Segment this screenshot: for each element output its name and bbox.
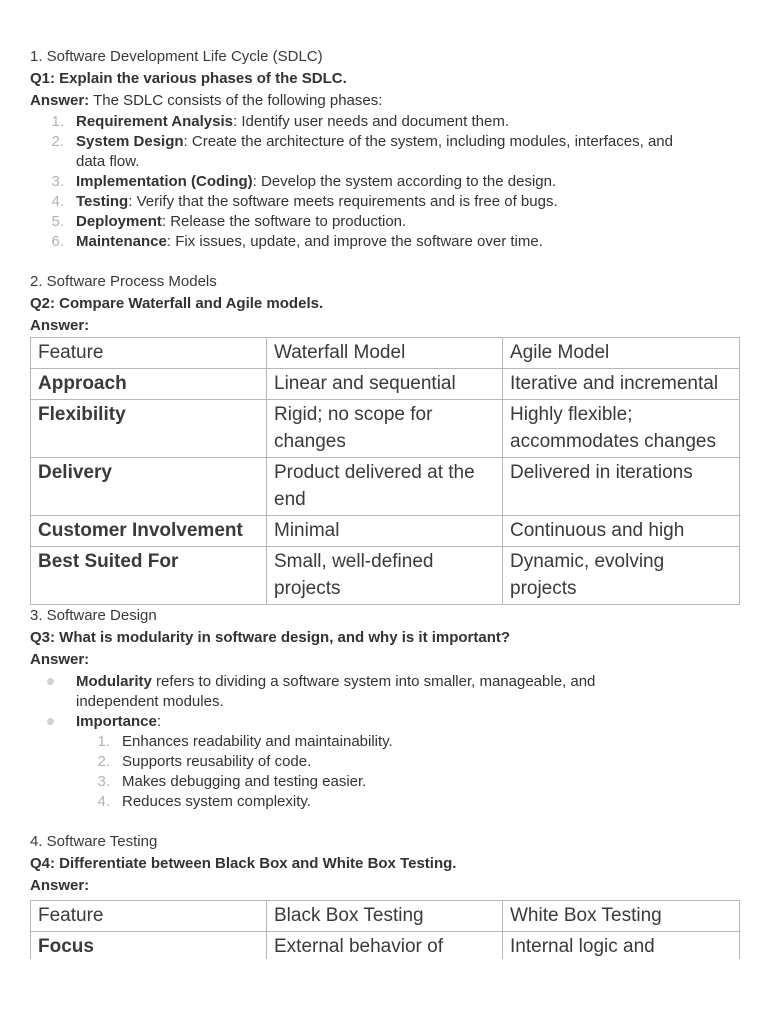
list-item <box>30 232 740 252</box>
phase-term: Maintenance <box>76 233 167 250</box>
list-number: 1. <box>97 733 110 750</box>
question-1: Q1: Explain the various phases of the SDLC. <box>30 70 347 87</box>
list-item <box>30 212 740 232</box>
question-3: Q3: What is modularity in software design, and why is it important? <box>30 629 511 646</box>
point-text: Makes debugging and testing easier. <box>122 773 367 790</box>
phase-desc-cont: data flow. <box>76 153 140 170</box>
phase-term: Testing <box>76 193 129 210</box>
table-row <box>31 369 740 400</box>
list-item <box>30 172 740 192</box>
phase-desc: : Identify user needs and document them. <box>233 113 509 130</box>
table-cell: Customer Involvement <box>31 516 267 547</box>
table-cell: Flexibility <box>31 400 267 458</box>
list-item <box>30 772 740 792</box>
bullet-term: Modularity <box>76 673 152 690</box>
testing-table-clip <box>30 900 740 959</box>
spacer <box>30 812 740 831</box>
table-cell: Focus <box>31 932 267 960</box>
table-row <box>31 547 740 605</box>
table-cell: External behavior of <box>267 932 503 960</box>
answer-1-line <box>30 90 740 112</box>
list-number: 2. <box>97 753 110 770</box>
list-item <box>30 112 740 132</box>
bullet-desc: refers to dividing a software system into smaller, manageable, and <box>151 673 596 690</box>
bullet-desc: : <box>156 713 162 730</box>
list-number: 2. <box>51 133 64 150</box>
table-cell: Linear and sequential <box>267 369 503 400</box>
section-1-heading: 1. Software Development Life Cycle (SDLC) <box>30 48 323 65</box>
table-cell: Product delivered at the end <box>267 458 503 516</box>
bullet-desc-cont: independent modules. <box>76 693 224 710</box>
table-cell: Delivered in iterations <box>503 458 740 516</box>
list-item <box>30 752 740 772</box>
bullet-icon <box>47 678 54 685</box>
sdlc-phase-list <box>30 112 740 252</box>
table-header-row <box>31 901 740 932</box>
table-header-cell: Feature <box>31 901 267 932</box>
table-header-cell: Agile Model <box>503 338 740 369</box>
table-cell: Approach <box>31 369 267 400</box>
section-2-heading: 2. Software Process Models <box>30 273 217 290</box>
section-3-heading: 3. Software Design <box>30 607 157 624</box>
table-row <box>31 400 740 458</box>
testing-comparison-table <box>30 900 740 959</box>
list-item <box>30 732 740 752</box>
modularity-bullet-list <box>30 672 740 812</box>
list-item <box>30 712 740 812</box>
section-4-heading: 4. Software Testing <box>30 833 158 850</box>
question-4: Q4: Differentiate between Black Box and White Box Testing. <box>30 855 457 872</box>
table-row <box>31 932 740 960</box>
list-number: 6. <box>51 233 64 250</box>
table-cell: Internal logic and <box>503 932 740 960</box>
phase-desc: : Fix issues, update, and improve the software over time. <box>166 233 543 250</box>
table-cell: Iterative and incremental <box>503 369 740 400</box>
phase-desc: : Release the software to production. <box>161 213 407 230</box>
table-cell: Minimal <box>267 516 503 547</box>
table-cell: Highly flexible; accommodates changes <box>503 400 740 458</box>
spacer <box>30 252 740 271</box>
table-cell: Delivery <box>31 458 267 516</box>
list-number: 3. <box>51 173 64 190</box>
point-text: Reduces system complexity. <box>122 793 311 810</box>
phase-desc: : Create the architecture of the system, including modules, interfaces, and <box>183 133 673 150</box>
phase-desc: : Develop the system according to the design. <box>252 173 557 190</box>
table-row <box>31 458 740 516</box>
point-text: Supports reusability of code. <box>122 753 312 770</box>
list-item <box>30 792 740 812</box>
table-header-cell: Feature <box>31 338 267 369</box>
phase-term: System Design <box>76 133 184 150</box>
table-cell: Continuous and high <box>503 516 740 547</box>
table-cell: Dynamic, evolving projects <box>503 547 740 605</box>
list-number: 3. <box>97 773 110 790</box>
answer-label: Answer: <box>30 92 90 109</box>
point-text: Enhances readability and maintainability. <box>122 733 393 750</box>
list-item <box>30 132 740 172</box>
table-header-cell: White Box Testing <box>503 901 740 932</box>
answer-label: Answer: <box>30 877 90 894</box>
question-2: Q2: Compare Waterfall and Agile models. <box>30 295 324 312</box>
table-row <box>31 516 740 547</box>
document-page <box>30 46 740 959</box>
list-item <box>30 192 740 212</box>
table-cell: Rigid; no scope for changes <box>267 400 503 458</box>
table-header-cell: Waterfall Model <box>267 338 503 369</box>
phase-term: Requirement Analysis <box>76 113 233 130</box>
importance-list <box>30 732 740 812</box>
answer-label: Answer: <box>30 651 90 668</box>
list-number: 1. <box>51 113 64 130</box>
phase-desc: : Verify that the software meets requirements and is free of bugs. <box>128 193 558 210</box>
list-number: 4. <box>51 193 64 210</box>
list-number: 4. <box>97 793 110 810</box>
table-header-cell: Black Box Testing <box>267 901 503 932</box>
bullet-icon <box>47 718 54 725</box>
list-number: 5. <box>51 213 64 230</box>
table-cell: Small, well-defined projects <box>267 547 503 605</box>
table-header-row <box>31 338 740 369</box>
phase-term: Implementation (Coding) <box>76 173 253 190</box>
answer-label: Answer: <box>30 317 90 334</box>
bullet-term: Importance <box>76 713 157 730</box>
table-cell: Best Suited For <box>31 547 267 605</box>
list-item <box>30 672 740 712</box>
answer-1-intro: The SDLC consists of the following phases: <box>89 92 383 109</box>
waterfall-agile-table <box>30 337 740 605</box>
phase-term: Deployment <box>76 213 162 230</box>
